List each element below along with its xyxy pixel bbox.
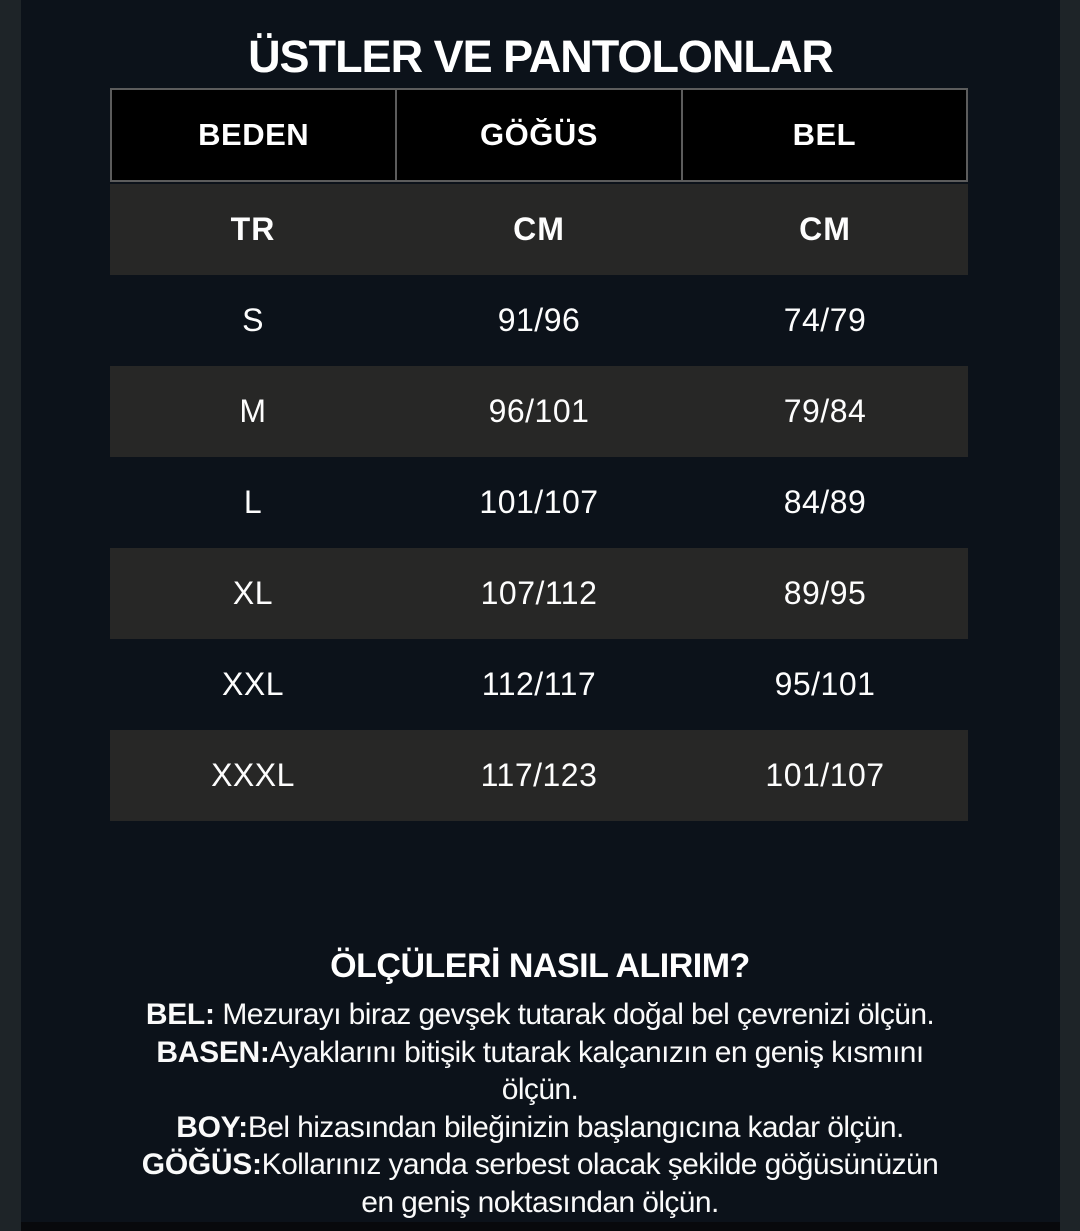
value-cell: 107/112 — [480, 575, 598, 611]
table-row-xl — [110, 548, 968, 639]
measure-line-label: BOY: — [176, 1110, 248, 1144]
measure-line-text: Mezurayı biraz gevşek tutarak doğal bel çevrenizi ölçün. — [214, 998, 935, 1031]
measure-line-text: Ayaklarını bitişik tutarak kalçanızın en geniş kısmını — [269, 1035, 924, 1069]
value-cell: 84/89 — [783, 484, 867, 520]
measure-guide-title: ÖLÇÜLERİ NASIL ALIRIM? — [330, 947, 750, 985]
left-letterbox-strip — [0, 0, 21, 1231]
value-cell: 117/123 — [480, 757, 598, 793]
measure-line — [30, 1109, 1050, 1147]
column-header-beden: BEDEN — [112, 90, 397, 180]
value-cell: 101/107 — [479, 484, 599, 520]
table-body — [110, 184, 968, 821]
size-cell: XL — [232, 575, 274, 611]
measure-line-text: Kollarınız yanda serbest olacak şekilde göğüsünüzün — [261, 1148, 939, 1182]
measure-line-label: GÖĞÜS: — [141, 1148, 262, 1182]
measure-line — [30, 1146, 1050, 1184]
measure-guide-lines — [30, 996, 1050, 1222]
value-cell: 79/84 — [783, 393, 867, 429]
value-cell: 101/107 — [765, 757, 885, 793]
value-cell: 96/101 — [488, 393, 590, 429]
value-cell: 91/96 — [497, 302, 581, 338]
measure-line — [30, 1071, 1050, 1109]
right-letterbox-strip — [1060, 0, 1080, 1231]
value-cell: CM — [513, 211, 565, 247]
value-cell: 74/79 — [783, 302, 867, 338]
column-header-göğüs: GÖĞÜS — [397, 90, 682, 180]
value-cell: CM — [799, 211, 851, 247]
size-cell: M — [239, 393, 267, 429]
size-cell: S — [242, 302, 264, 338]
measure-line — [30, 1184, 1050, 1222]
value-cell: 112/117 — [481, 666, 597, 702]
table-row-l — [110, 457, 968, 548]
size-cell: XXXL — [211, 757, 295, 793]
table-row-m — [110, 366, 968, 457]
size-cell: TR — [230, 211, 276, 247]
table-row-xxxl — [110, 730, 968, 821]
size-table — [110, 88, 968, 821]
page-title: ÜSTLER VE PANTOLONLAR — [248, 31, 833, 82]
measure-line-text: en geniş noktasından ölçün. — [361, 1185, 719, 1219]
measure-line-label: BEL: — [145, 998, 215, 1031]
measure-line-text: Bel hizasından bileğinizin başlangıcına kadar ölçün. — [247, 1110, 904, 1144]
table-row-xxl — [110, 639, 968, 730]
measure-line — [30, 996, 1050, 1034]
column-header-bel: BEL — [792, 117, 857, 152]
measure-line-label: BASEN: — [156, 1035, 270, 1069]
unit-row — [110, 184, 968, 275]
value-cell: 89/95 — [783, 575, 867, 611]
next-section-edge — [21, 1222, 1060, 1231]
table-header-row — [110, 88, 968, 182]
measure-guide-section — [30, 944, 1050, 1222]
table-row-s — [110, 275, 968, 366]
measure-line — [30, 1034, 1050, 1072]
size-cell: XXL — [222, 666, 284, 702]
measure-line-text: ölçün. — [501, 1073, 579, 1107]
size-cell: L — [243, 484, 263, 520]
value-cell: 95/101 — [774, 666, 876, 702]
